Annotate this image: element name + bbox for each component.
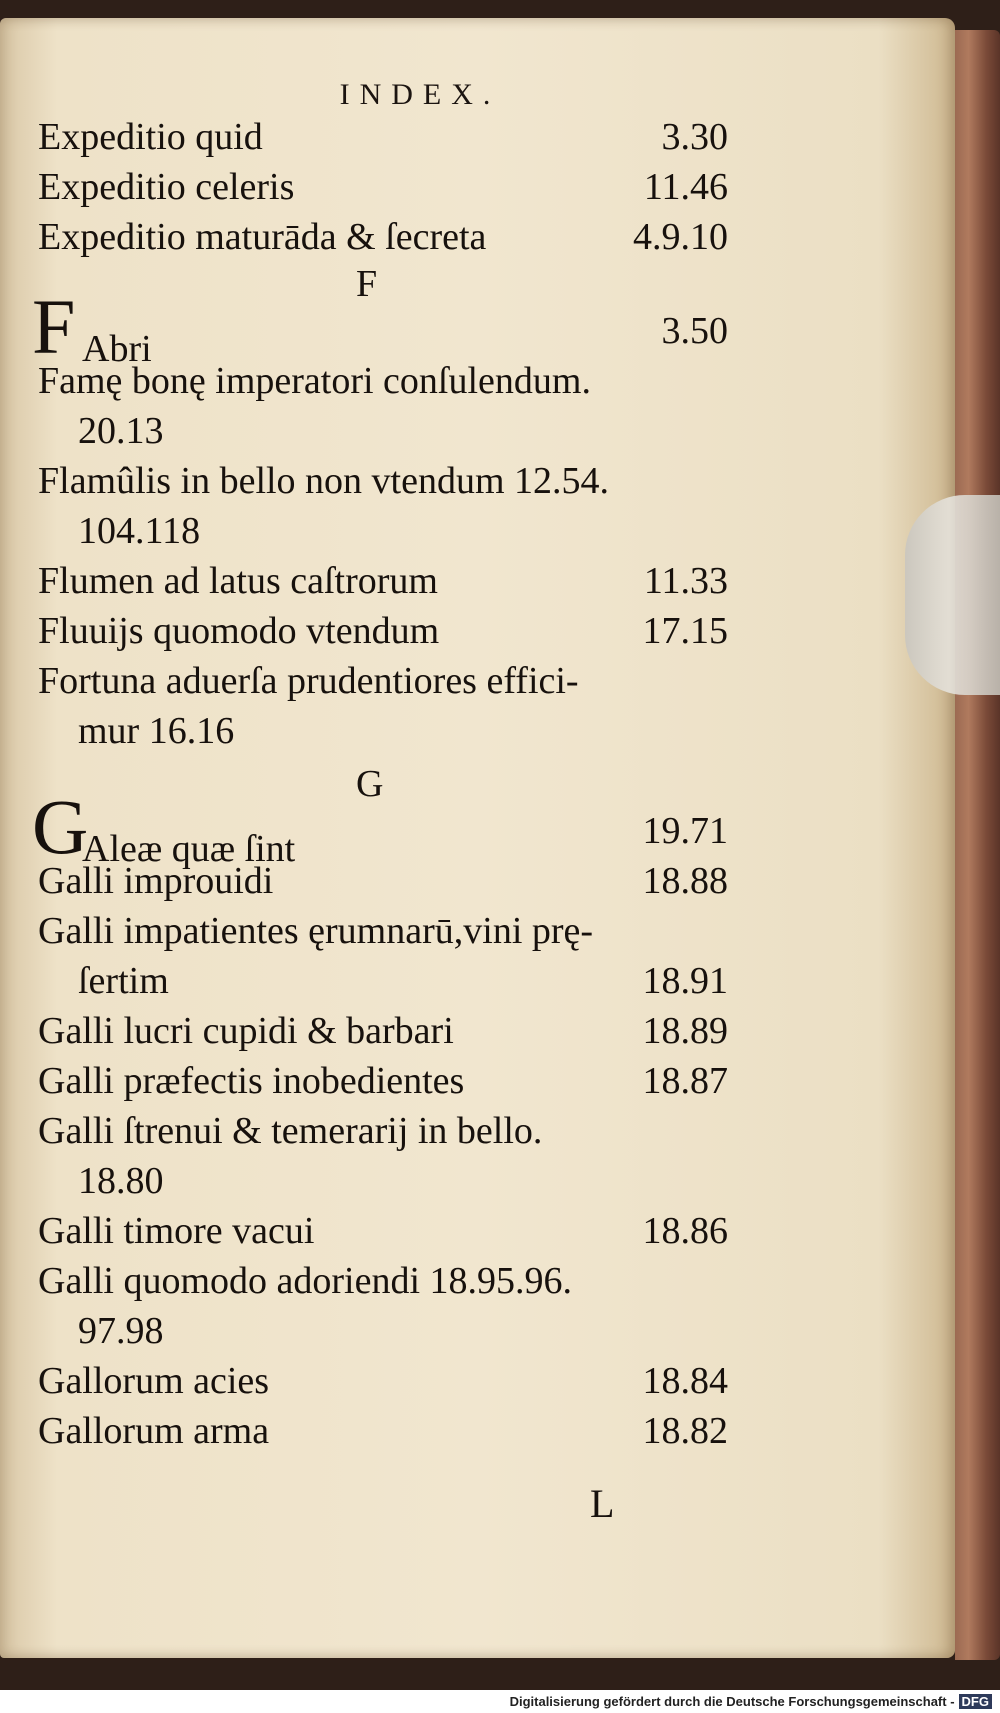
index-entry: [38, 1156, 728, 1206]
index-entry: [38, 1306, 728, 1356]
catchword: L: [590, 1481, 615, 1526]
entry-text: Flumen ad latus caſtrorum: [38, 560, 438, 602]
entry-text: Galli quomodo adoriendi 18.95.96.: [38, 1260, 573, 1302]
index-entry: [38, 606, 728, 656]
entry-text: Expeditio maturāda & ſecreta: [38, 216, 487, 258]
index-entry: [38, 456, 728, 506]
index-entries: [32, 112, 728, 1456]
section-letter: [38, 262, 728, 306]
index-entry: [38, 906, 728, 956]
entry-text: Expeditio celeris: [38, 166, 295, 208]
entry-text: Galli improuidi: [38, 860, 274, 902]
index-entry: [38, 856, 728, 906]
index-entry: [38, 1256, 728, 1306]
index-entry: [38, 956, 728, 1006]
index-entry: [38, 212, 728, 262]
entry-text: Gallorum acies: [38, 1360, 270, 1402]
index-entry: [38, 112, 728, 162]
entry-number: 18.82: [642, 1410, 728, 1452]
entry-text: mur 16.16: [78, 710, 235, 752]
index-entry: [38, 162, 728, 212]
index-entry-initial: [32, 283, 728, 370]
page-edge: [955, 30, 1000, 1660]
index-entry-initial: [32, 783, 728, 870]
drop-cap: G: [32, 783, 89, 870]
entry-number: 17.15: [642, 610, 728, 652]
index-entry: [38, 706, 728, 756]
index-entry: [38, 656, 728, 706]
entry-text: Galli lucri cupidi & barbari: [38, 1010, 454, 1052]
entry-text: Aleæ quæ ſint: [82, 828, 296, 870]
index-entry: [38, 1006, 728, 1056]
entry-text: Famę bonę imperatori conſulendum.: [38, 360, 591, 402]
entry-number: 4.9.10: [633, 216, 728, 258]
index-entry: [38, 1056, 728, 1106]
entry-number: 3.50: [661, 310, 728, 352]
entry-text: Expeditio quid: [38, 116, 263, 158]
entry-number: 18.88: [642, 860, 728, 902]
entry-text: Galli impatientes ęrumnarū,vini prę-: [38, 910, 594, 952]
index-entry: [38, 506, 728, 556]
section-letter: [38, 762, 728, 806]
entry-text: Gallorum arma: [38, 1410, 270, 1452]
entry-number: 18.86: [642, 1210, 728, 1252]
index-entry: [38, 1356, 728, 1406]
entry-text: Abri: [82, 328, 152, 370]
section-letter-text: F: [356, 263, 378, 305]
entry-number: 19.71: [642, 810, 728, 852]
section-letter-text: G: [356, 763, 384, 805]
index-entry: [38, 1106, 728, 1156]
index-entry: [38, 406, 728, 456]
entry-number: 11.33: [643, 560, 728, 602]
entry-text: 20.13: [78, 410, 164, 452]
entry-text: 18.80: [78, 1160, 164, 1202]
digitization-footer: [0, 1690, 1000, 1713]
entry-text: Galli timore vacui: [38, 1210, 315, 1252]
entry-text: 97.98: [78, 1310, 164, 1352]
entry-text: Galli præfectis inobedientes: [38, 1060, 465, 1102]
index-entry: [38, 1406, 728, 1456]
entry-number: 11.46: [643, 166, 728, 208]
footer-text: Digitalisierung gefördert durch die Deutsche Forschungsgemeinschaft -: [509, 1694, 955, 1709]
dfg-logo: DFG: [959, 1694, 992, 1709]
index-entry: [38, 556, 728, 606]
drop-cap: F: [32, 283, 76, 370]
page-clip: [905, 495, 1000, 695]
entry-number: 18.91: [642, 960, 728, 1002]
entry-text: Flamûlis in bello non vtendum 12.54.: [38, 460, 610, 502]
entry-number: 18.87: [642, 1060, 728, 1102]
page-header: INDEX.: [339, 78, 501, 111]
entry-number: 18.84: [642, 1360, 728, 1402]
entry-text: Galli ſtrenui & temerarij in bello.: [38, 1110, 543, 1152]
entry-text: Fortuna aduerſa prudentiores effici-: [38, 660, 579, 702]
entry-number: 3.30: [661, 116, 728, 158]
entry-number: 18.89: [642, 1010, 728, 1052]
entry-text: Fluuijs quomodo vtendum: [38, 610, 440, 652]
index-entry: [38, 1206, 728, 1256]
entry-text: 104.118: [78, 510, 201, 552]
entry-text: ſertim: [78, 960, 169, 1002]
index-entry: [38, 356, 728, 406]
